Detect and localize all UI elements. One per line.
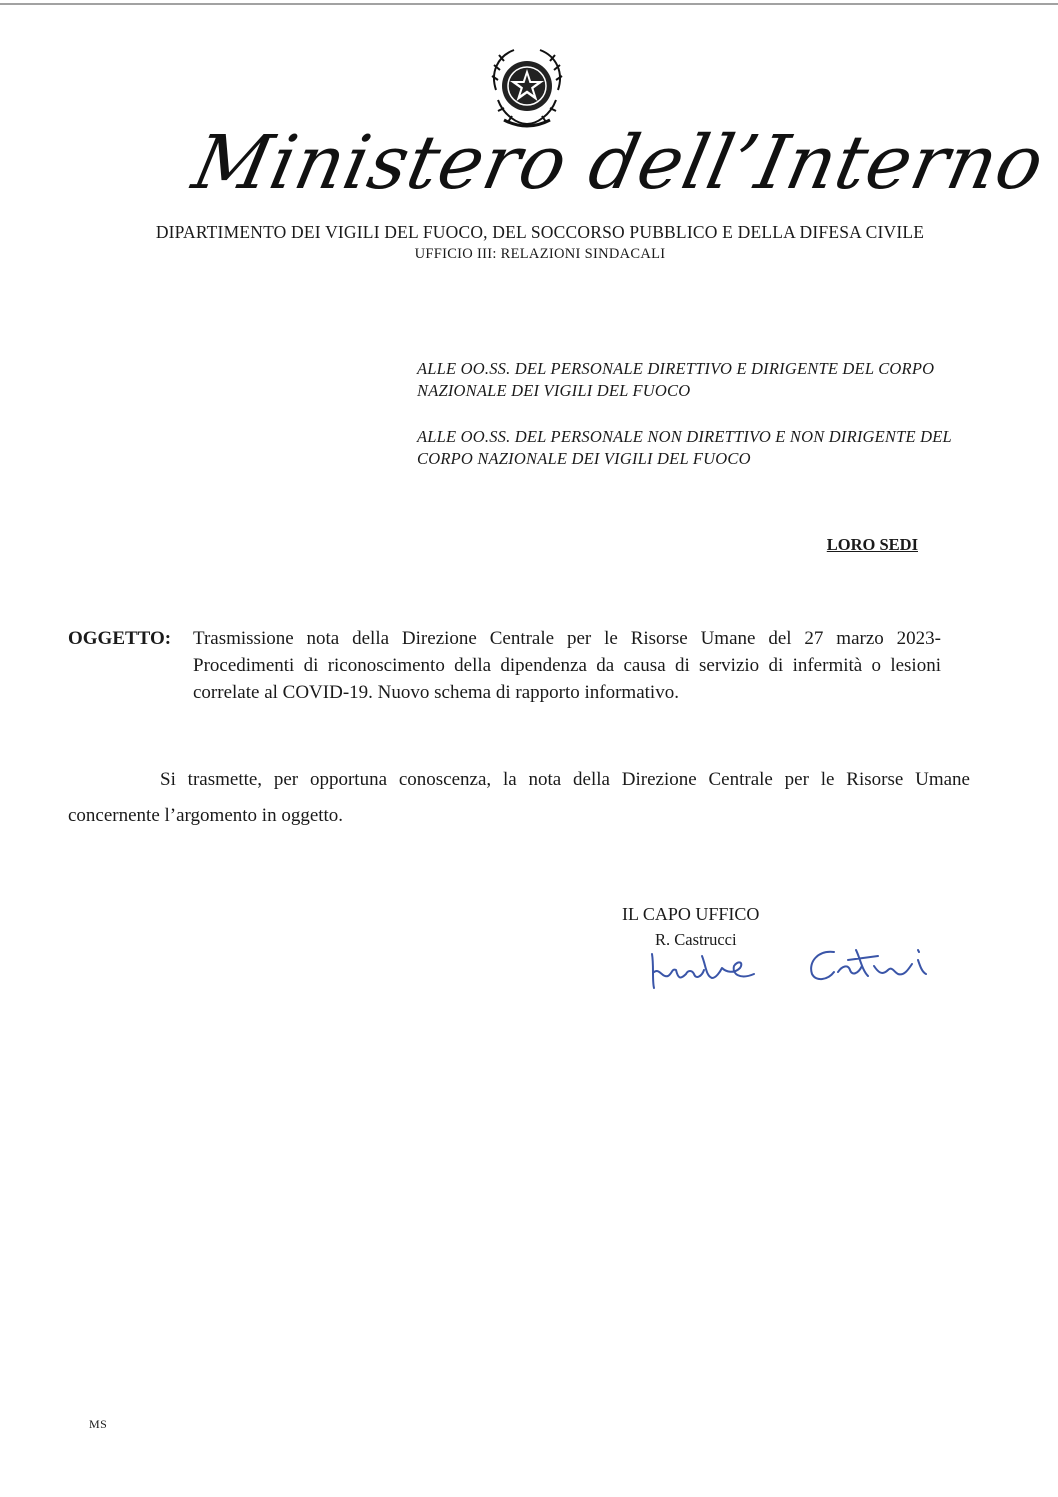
scan-edge-line [0,3,1058,5]
office-name: UFFICIO III: RELAZIONI SINDACALI [414,246,666,262]
subject-text: Trasmissione nota della Direzione Centrale per le Risorse Umane del 27 marzo 2023- Procedimenti di riconoscimento della dipendenza da causa di servizio di infermità o lesioni correlate al COVID-19. Nuovo schema di rapporto informativo. [193,628,941,703]
italian-republic-emblem-icon [484,42,570,130]
ministry-name: Ministero dell’Interno [185,120,1052,206]
drafter-initials: MS [89,1417,108,1431]
loro-sedi: LORO SEDI [826,535,918,554]
subject-label: OGGETTO: [68,628,172,649]
signatory-name: R. Castrucci [655,930,737,949]
addressee-2: ALLE OO.SS. DEL PERSONALE NON DIRETTIVO E NON DIRIGENTE DEL CORPO NAZIONALE DEI VIGILI DEL FUOCO [417,427,952,468]
handwritten-signature [642,932,942,994]
department-name: DIPARTIMENTO DEI VIGILI DEL FUOCO, DEL SOCCORSO PUBBLICO E DELLA DIFESA CIVILE [155,222,925,242]
signatory-role: IL CAPO UFFICO [622,904,760,924]
addressee-1: ALLE OO.SS. DEL PERSONALE DIRETTIVO E DIRIGENTE DEL CORPO NAZIONALE DEI VIGILI DEL FUOCO [417,359,935,400]
body-paragraph: Si trasmette, per opportuna conoscenza, la nota della Direzione Centrale per le Risorse Umane concernente l’argomento in oggetto. [68,769,970,826]
